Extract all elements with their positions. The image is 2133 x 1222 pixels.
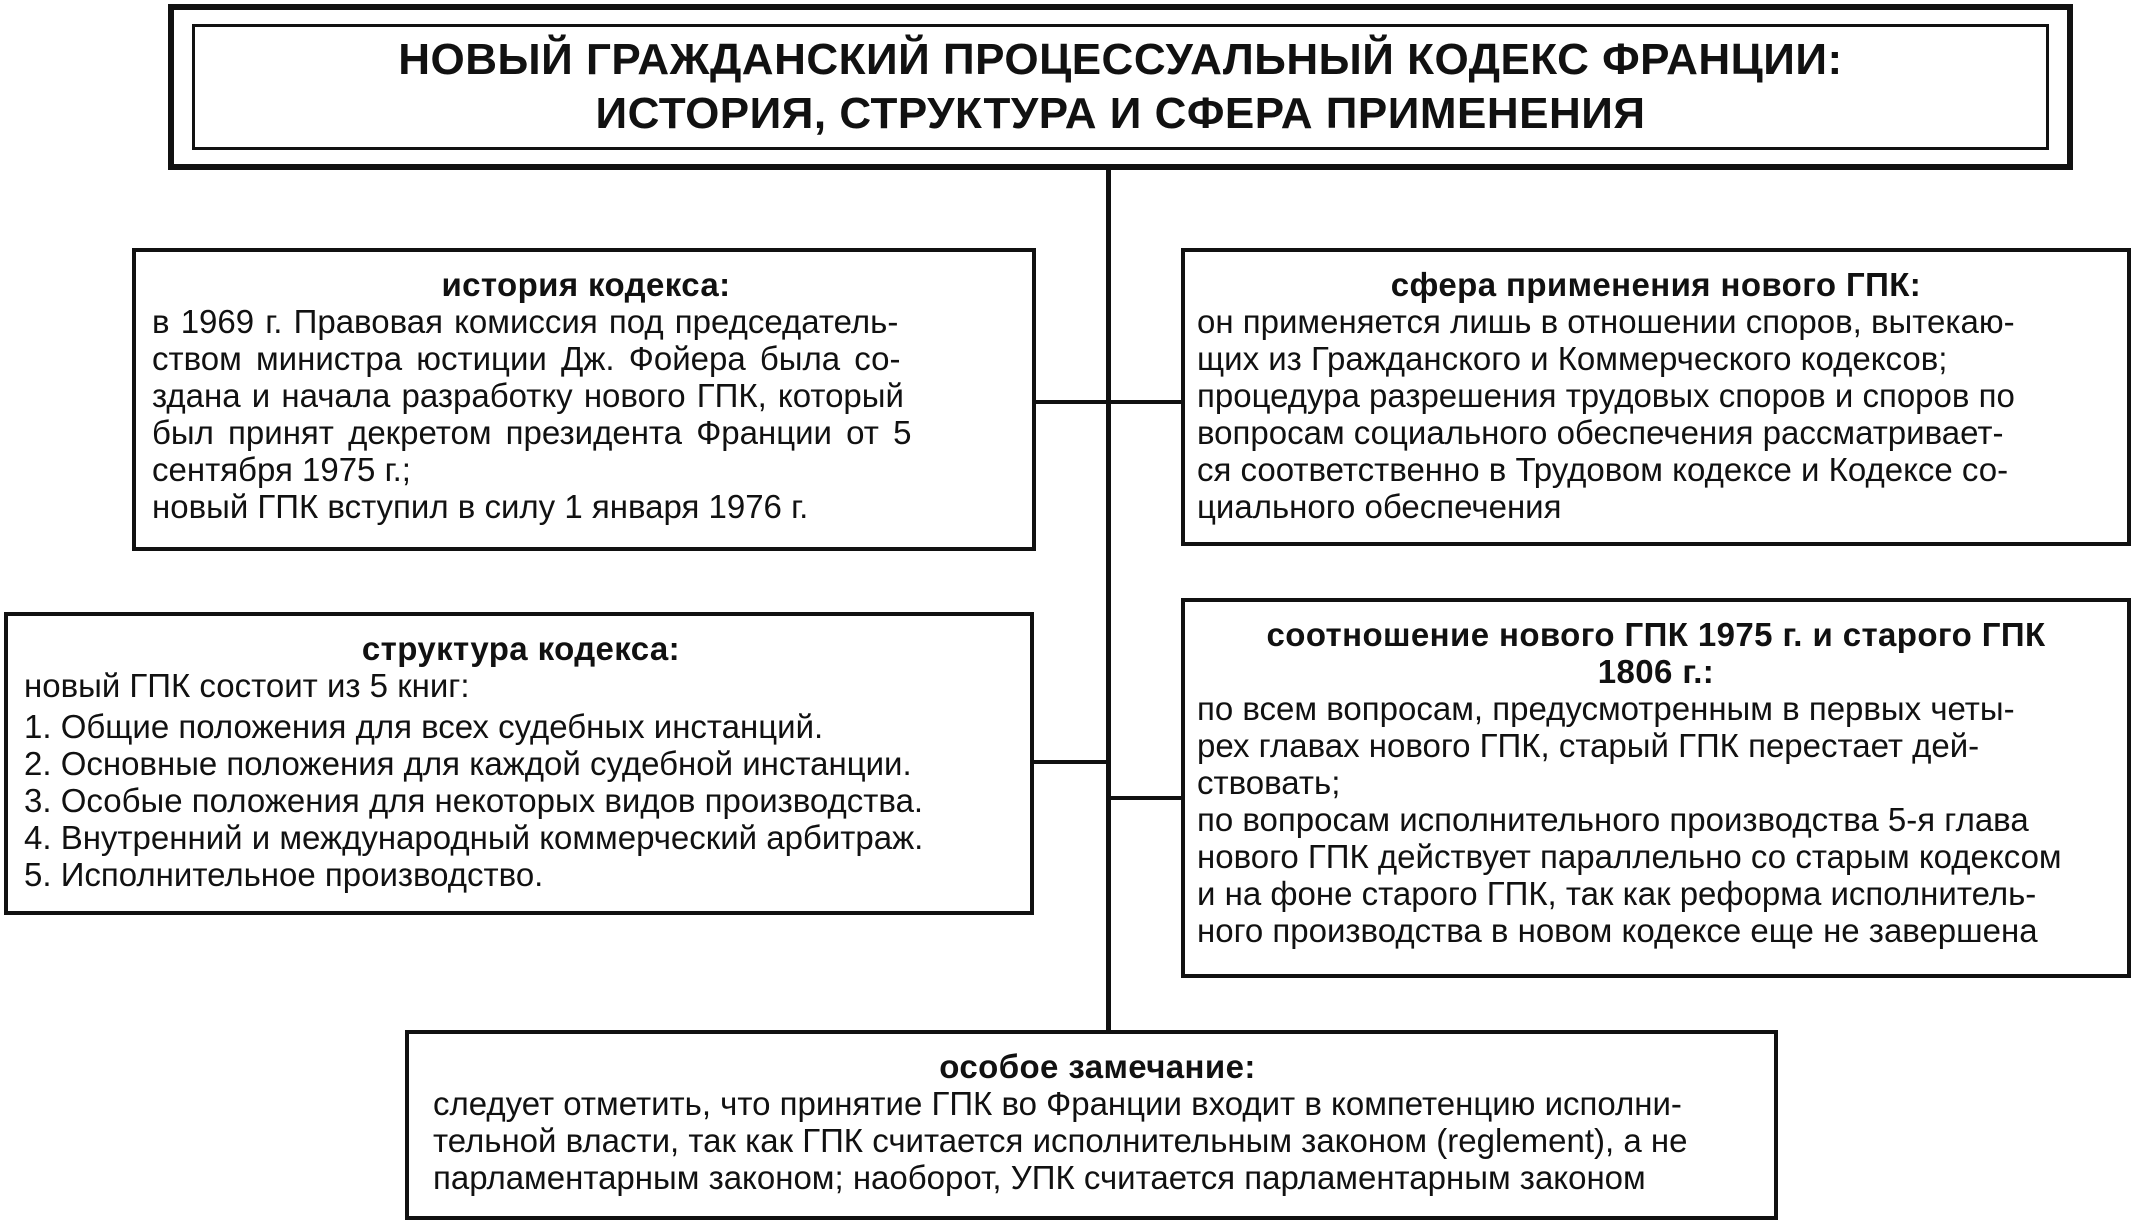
relation-line: нового ГПК действует параллельно со старым кодексом	[1197, 838, 2062, 875]
remark-line: парламентарным законом; наоборот, УПК считается парламентарным законом	[433, 1159, 1646, 1196]
remark-box	[405, 1030, 1778, 1220]
remark-line: тельной власти, так как ГПК считается исполнительным законом (reglement), а не	[433, 1122, 1688, 1159]
history-line: сентября 1975 г.;	[152, 451, 411, 488]
relation-line: ного производства в новом кодексе еще не завершена	[1197, 912, 2038, 949]
scope-line: ся соответственно в Трудовом кодексе и Кодексе со-	[1197, 451, 2009, 488]
structure-intro: новый ГПК состоит из 5 книг:	[24, 667, 470, 704]
structure-book-item: 4. Внутренний и международный коммерческий арбитраж.	[24, 819, 924, 856]
structure-box	[4, 612, 1034, 915]
structure-book-item: 5. Исполнительное производство.	[24, 856, 544, 893]
scope-line: циального обеспечения	[1197, 488, 1562, 525]
history-line: здана и начала разработку нового ГПК, который	[152, 377, 904, 414]
scope-line: щих из Гражданского и Коммерческого кодексов;	[1197, 340, 1948, 377]
connector-scope	[1108, 400, 1183, 404]
relation-line: и на фоне старого ГПК, так как реформа исполнитель-	[1197, 875, 2037, 912]
relation-heading-line-2: 1806 г.:	[1597, 653, 1715, 690]
structure-book-list	[24, 708, 1018, 893]
connector-history	[1034, 400, 1108, 404]
relation-line: по вопросам исполнительного производства 5-я глава	[1197, 801, 2029, 838]
structure-book-item: 1. Общие положения для всех судебных инстанций.	[24, 708, 824, 745]
scope-heading: сфера применения нового ГПК:	[1390, 266, 1922, 303]
structure-heading: структура кодекса:	[361, 630, 681, 667]
relation-heading-line-1: соотношение нового ГПК 1975 г. и старого ГПК	[1266, 616, 2046, 653]
remark-line: следует отметить, что принятие ГПК во Франции входит в компетенцию исполни-	[433, 1085, 1682, 1122]
scope-line: процедура разрешения трудовых споров и споров по	[1197, 377, 2015, 414]
remark-heading: особое замечание:	[939, 1048, 1256, 1085]
title-inner-frame	[192, 24, 2049, 150]
history-line: новый ГПК вступил в силу 1 января 1976 г.	[152, 488, 809, 525]
relation-line: рех главах нового ГПК, старый ГПК перестает дей-	[1197, 727, 1980, 764]
connector-relation	[1108, 796, 1183, 800]
title-box	[168, 4, 2073, 170]
structure-book-item: 3. Особые положения для некоторых видов производства.	[24, 782, 924, 819]
history-line: ством министра юстиции Дж. Фойера была со-	[152, 340, 901, 377]
relation-line: ствовать;	[1197, 764, 1341, 801]
history-line: был принят декретом президента Франции от 5	[152, 414, 912, 451]
trunk-line	[1106, 170, 1111, 1032]
history-line: в 1969 г. Правовая комиссия под председатель-	[152, 303, 899, 340]
connector-structure	[1032, 760, 1108, 764]
relation-box	[1181, 598, 2131, 978]
structure-book-item: 2. Основные положения для каждой судебной инстанции.	[24, 745, 912, 782]
scope-line: вопросам социального обеспечения рассматривает-	[1197, 414, 2004, 451]
scope-line: он применяется лишь в отношении споров, вытекаю-	[1197, 303, 2015, 340]
title-line-1: НОВЫЙ ГРАЖДАНСКИЙ ПРОЦЕССУАЛЬНЫЙ КОДЕКС ФРАНЦИИ:	[398, 35, 1843, 84]
history-box	[132, 248, 1036, 551]
title-line-2: ИСТОРИЯ, СТРУКТУРА И СФЕРА ПРИМЕНЕНИЯ	[595, 89, 1646, 138]
history-heading: история кодекса:	[441, 266, 731, 303]
relation-line: по всем вопросам, предусмотренным в первых четы-	[1197, 690, 2015, 727]
scope-box	[1181, 248, 2131, 546]
